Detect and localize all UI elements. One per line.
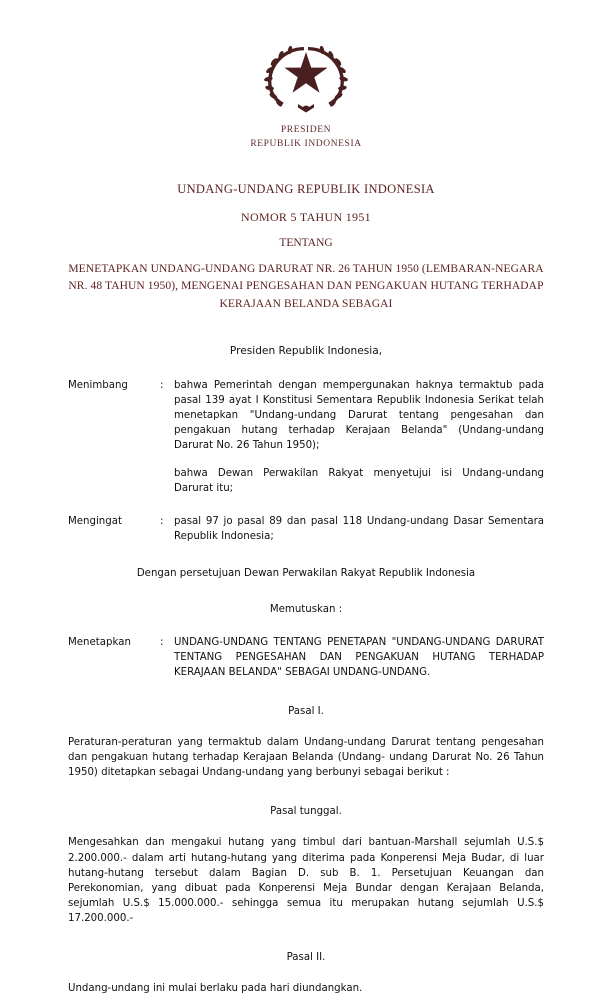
clause-mengingat <box>68 514 544 544</box>
preamble-line: Presiden Republik Indonesia, <box>229 344 383 357</box>
emblem-caption-line-1: PRESIDEN <box>280 125 332 135</box>
about-label: TENTANG <box>279 236 333 249</box>
pasal-2-heading: Pasal II. <box>286 951 326 963</box>
clause-menetapkan-paragraph-1: UNDANG-UNDANG TENTANG PENETAPAN "UNDANG-UNDANG DARURAT TENTANG PENGESAHAN DAN PENGAKUAN HUTANG TERHADAP KERAJAAN BELANDA" SEBAGAI UNDANG-UNDANG. <box>174 636 544 678</box>
document-title-block <box>68 182 544 314</box>
clause-menimbang-label: Menimbang <box>68 379 128 391</box>
clause-mengingat-label: Mengingat <box>68 516 122 528</box>
pasal-1-heading: Pasal I. <box>288 705 324 717</box>
pasal-2-text: Undang-undang ini mulai berlaku pada hari diundangkan. <box>68 983 363 995</box>
clause-menetapkan <box>68 635 544 680</box>
clause-menimbang-paragraph-2: bahwa Dewan Perwakilan Rakyat menyetujui isi Undang-undang Darurat itu; <box>174 468 544 495</box>
clause-menimbang-colon: : <box>160 379 164 391</box>
agreement-line: Dengan persetujuan Dewan Perwakilan Rakyat Republik Indonesia <box>136 568 476 580</box>
emblem-block <box>68 0 544 152</box>
page-title: UNDANG-UNDANG REPUBLIK INDONESIA <box>177 181 435 196</box>
document-number: NOMOR 5 TAHUN 1951 <box>241 209 371 224</box>
clause-menetapkan-label: Menetapkan <box>68 636 131 648</box>
document-body <box>68 344 544 996</box>
clause-menimbang <box>68 378 544 497</box>
clause-menimbang-paragraph-1: bahwa Pemerintah dengan mempergunakan haknya termaktub pada pasal 139 ayat I Konstitusi Sementara Republik Indonesia Serikat telah menetapkan "Undang-undang Darurat tentang pengesahan dan pengakuan hutang terhadap Kerajaan Belanda" (Undang-undang Darurat No. 26 Tahun 1950); <box>174 379 544 452</box>
decide-heading: Memutuskan : <box>269 603 343 615</box>
pasal-tunggal-heading: Pasal tunggal. <box>270 806 342 818</box>
pasal-1-text: Peraturan-peraturan yang termaktub dalam Undang-undang Darurat tentang pengesahan dan pengakuan hutang terhadap Kerajaan Belanda (Undang- undang Darurat No. 26 Tahun 1950) ditetapkan sebagai Undang-undang yang berbunyi sebagai berikut : <box>68 737 544 779</box>
clause-mengingat-content <box>174 514 544 544</box>
clause-menimbang-content <box>174 378 544 497</box>
clause-mengingat-paragraph-1: pasal 97 jo pasal 89 dan pasal 118 Undang-undang Dasar Sementara Republik Indonesia; <box>174 516 544 543</box>
garuda-star-wreath-emblem <box>254 38 358 116</box>
clause-menetapkan-colon: : <box>160 636 164 648</box>
emblem-caption-line-2: REPUBLIK INDONESIA <box>250 138 362 149</box>
clause-menetapkan-content <box>174 635 544 680</box>
pasal-tunggal-text: Mengesahkan dan mengakui hutang yang timbul dari bantuan-Marshall sejumlah U.S.$ 2.200.000.- dalam arti hutang-hutang yang diterima pada Konperensi Meja Budar, di luar hutang-hutang tersebut dalam Bagian D. sub B. 1. Persetujuan Keuangan dan Perekonomian, yang dibuat pada Konperensi Meja Bundar dengan Kerajaan Belanda, sejumlah U.S.$ 15.000.000.- sehingga semua itu merupakan hutang sejumlah U.S.$ 17.200.000.- <box>68 837 544 924</box>
document-subject: MENETAPKAN UNDANG-UNDANG DARURAT NR. 26 TAHUN 1950 (LEMBARAN-NEGARA NR. 48 TAHUN 1950), MENGENAI PENGESAHAN DAN PENGAKUAN HUTANG TERHADAP KERAJAAN BELANDA SEBAGAI <box>68 262 544 311</box>
emblem-caption <box>68 124 544 152</box>
clause-mengingat-colon: : <box>160 516 164 528</box>
